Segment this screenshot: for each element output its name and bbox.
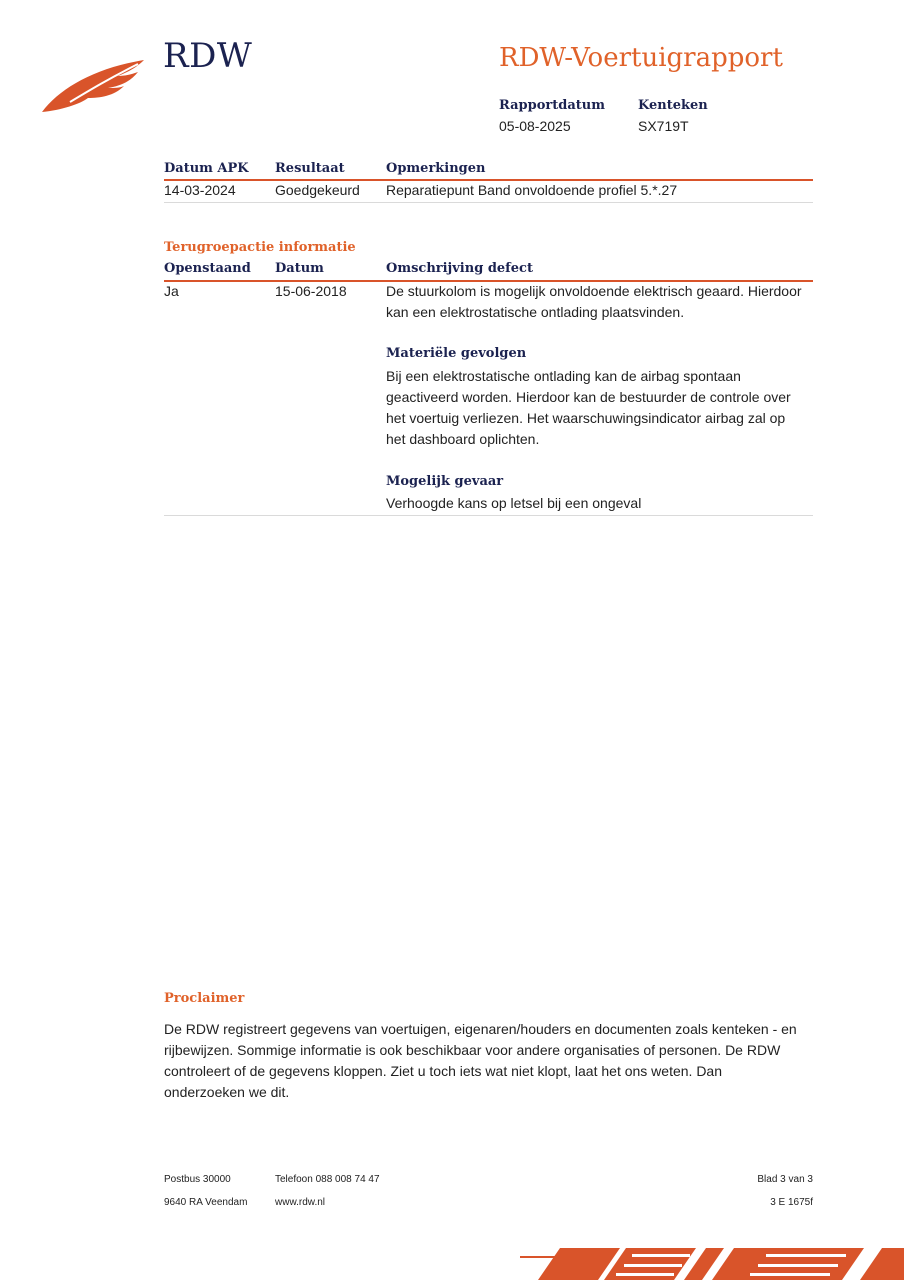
disclaimer-title: Proclaimer [164,991,245,1006]
recall-open-value: Ja [164,283,179,299]
recall-header-defect: Omschrijving defect [386,261,533,276]
apk-cell-result: Goedgekeurd [275,182,360,198]
recall-header-date: Datum [275,261,324,276]
apk-header-date: Datum APK [164,161,249,176]
footer-document-code: 3 E 1675f [770,1197,813,1208]
decorative-stripes-icon [520,1244,904,1280]
disclaimer-text: De RDW registreert gegevens van voertuigen, eigenaren/houders en documenten zoals kenteken - en rijbewijzen. Sommige informatie is ook beschikbaar voor andere organisaties of personen. De RDW controleert of de gegevens kloppen. Ziet u toch iets wat niet klopt, laat het ons weten. Dan onderzoeken we dit. [164,1021,797,1100]
recall-defect-line: kan een elektrostatische ontlading plaatsvinden. [386,304,685,320]
plate-value: SX719T [638,118,689,134]
rdw-feather-logo-icon [40,58,148,114]
consequences-line: het dashboard oplichten. [386,431,540,447]
apk-header-remarks: Opmerkingen [386,161,486,176]
consequences-title: Materiële gevolgen [386,346,527,361]
recall-section-title: Terugroepactie informatie [164,240,356,255]
consequences-line: het voertuig verliezen. Het waarschuwingsindicator airbag zal op [386,410,786,426]
recall-header-open: Openstaand [164,261,251,276]
consequences-line: Bij een elektrostatische ontlading kan de airbag spontaan [386,368,741,384]
plate-label: Kenteken [638,98,708,113]
report-title: RDW-Voertuigrapport [499,43,783,73]
recall-row-divider [164,515,813,516]
footer-postbus: Postbus 30000 [164,1174,231,1185]
footer-website-link[interactable]: www.rdw.nl [275,1197,326,1208]
logo-text: RDW [163,36,253,76]
apk-header-result: Resultaat [275,161,345,176]
danger-title: Mogelijk gevaar [386,474,504,489]
apk-cell-remarks: Reparatiepunt Band onvoldoende profiel 5.*.27 [386,182,678,198]
recall-date-value: 15-06-2018 [275,283,347,299]
footer-address: 9640 RA Veendam [164,1197,248,1208]
danger-text: Verhoogde kans op letsel bij een ongeval [386,495,642,511]
apk-row-divider [164,202,813,203]
consequences-line: geactiveerd worden. Hierdoor kan de bestuurder de controle over [386,389,791,405]
apk-cell-date: 14-03-2024 [164,182,236,198]
report-date-label: Rapportdatum [499,98,605,113]
recall-defect-line: De stuurkolom is mogelijk onvoldoende elektrisch geaard. Hierdoor [386,283,802,299]
footer-page-number: Blad 3 van 3 [757,1174,813,1185]
report-date-value: 05-08-2025 [499,118,571,134]
footer-phone: Telefoon 088 008 74 47 [275,1174,380,1185]
